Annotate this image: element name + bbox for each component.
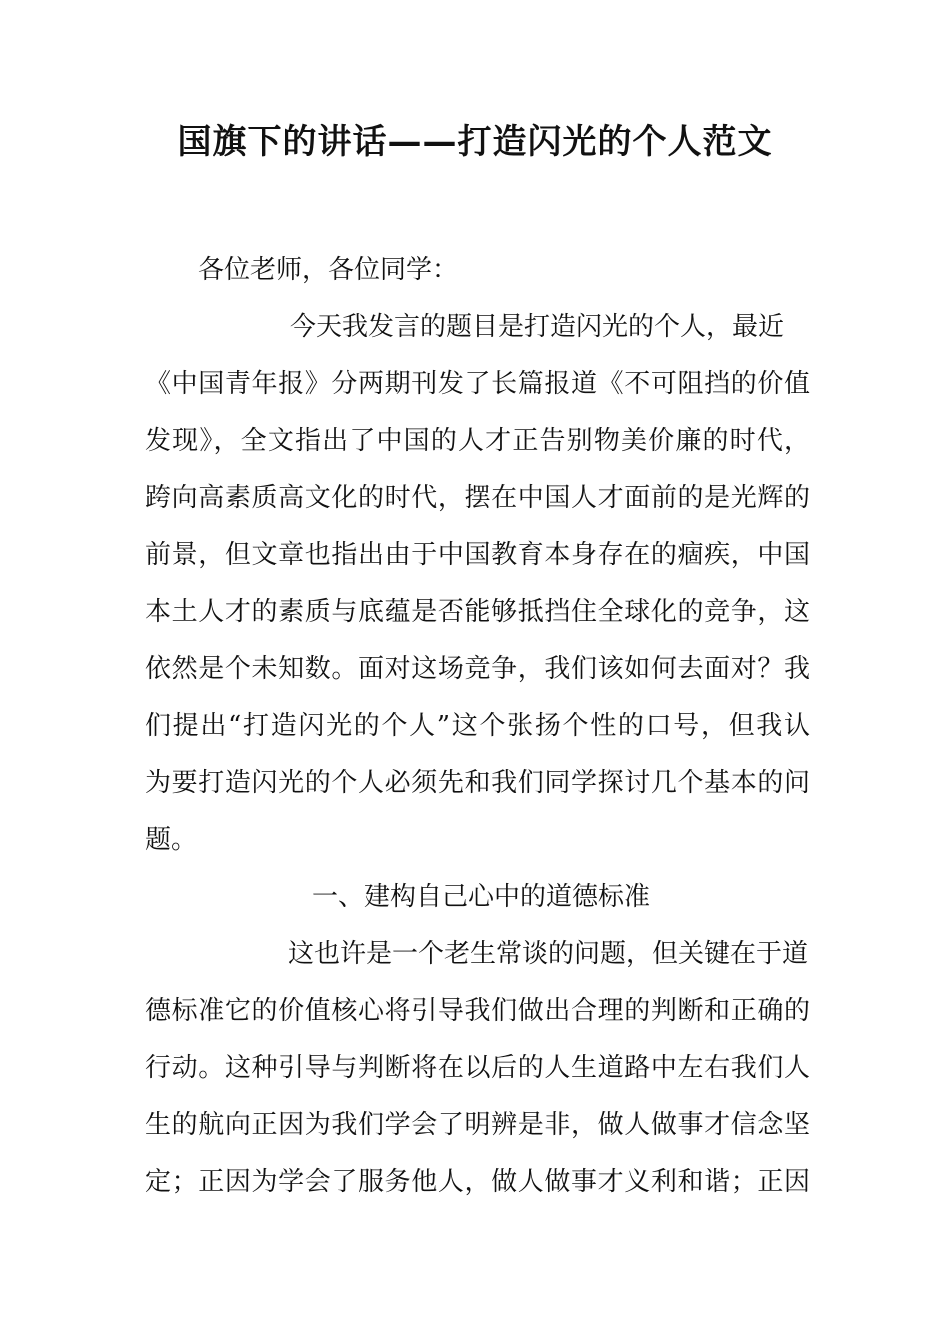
paragraph-line: 本土人才的素质与底蕴是否能够抵挡住全球化的竞争，这 <box>145 597 810 627</box>
paragraph-line: 生的航向正因为我们学会了明辨是非，做人做事才信念坚 <box>145 1110 810 1140</box>
paragraph-line: 德标准它的价值核心将引导我们做出合理的判断和正确的 <box>145 996 810 1026</box>
paragraph-line: 今天我发言的题目是打造闪光的个人，最近 <box>290 312 785 342</box>
paragraph-line: 定；正因为学会了服务他人，做人做事才义利和谐；正因 <box>145 1167 810 1197</box>
paragraph-line: 发现》，全文指出了中国的人才正告别物美价廉的时代， <box>145 426 810 456</box>
paragraph-line: 为要打造闪光的个人必须先和我们同学探讨几个基本的问 <box>145 768 810 798</box>
paragraph-line: 题。 <box>145 825 198 855</box>
paragraph-line: 跨向高素质高文化的时代，摆在中国人才面前的是光辉的 <box>145 483 810 513</box>
paragraph-line: 前景，但文章也指出由于中国教育本身存在的痼疾，中国 <box>145 540 810 570</box>
paragraph-line: 《中国青年报》分两期刊发了长篇报道《不可阻挡的价值 <box>145 369 810 399</box>
paragraph-line: 这也许是一个老生常谈的问题，但关键在于道 <box>288 939 809 969</box>
document-title: 国旗下的讲话——打造闪光的个人范文 <box>177 122 773 162</box>
paragraph-line: 行动。这种引导与判断将在以后的人生道路中左右我们人 <box>145 1053 810 1083</box>
paragraph-line: 们提出“打造闪光的个人”这个张扬个性的口号，但我认 <box>145 711 810 741</box>
greeting-line: 各位老师，各位同学： <box>198 255 459 285</box>
section-heading: 一、建构自己心中的道德标准 <box>312 882 651 912</box>
paragraph-line: 依然是个未知数。面对这场竞争，我们该如何去面对？我 <box>145 654 810 684</box>
